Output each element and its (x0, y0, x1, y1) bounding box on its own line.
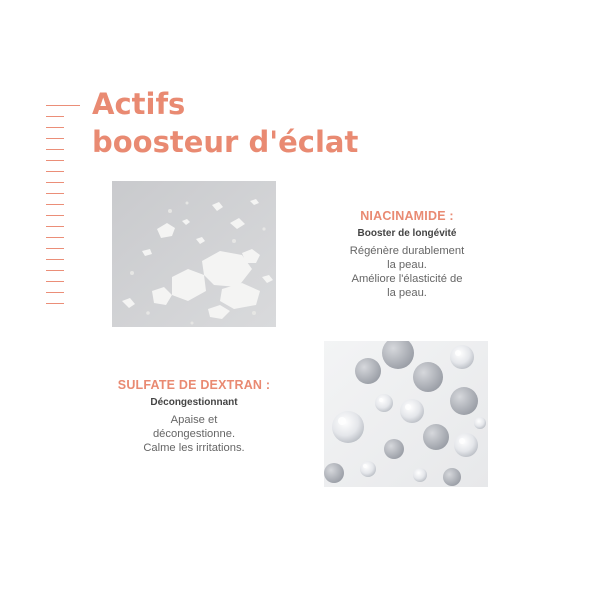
dextran-spheres-image (324, 341, 488, 487)
ruler-tick (46, 127, 64, 128)
ruler-tick (46, 182, 64, 183)
ruler-tick (46, 149, 64, 150)
decorative-ruler (46, 105, 80, 305)
dextran-description: Apaise et décongestionne. Calme les irritations. (143, 414, 245, 454)
ruler-tick (46, 259, 64, 260)
ruler-tick (46, 237, 64, 238)
ruler-tick (46, 193, 64, 194)
ruler-tick (46, 281, 64, 282)
ruler-tick (46, 204, 64, 205)
niacinamide-name: NIACINAMIDE : (360, 209, 454, 223)
dextran-subtitle: Décongestionnant (150, 397, 238, 408)
ruler-tick-long (46, 105, 80, 106)
niacinamide-block (335, 209, 479, 300)
ruler-tick (46, 160, 64, 161)
dextran-name: SULFATE DE DEXTRAN : (117, 378, 271, 392)
title-line-2: boosteur d'éclat (92, 125, 359, 159)
ruler-tick (46, 116, 64, 117)
ruler-tick (46, 292, 64, 293)
ruler-tick (46, 270, 64, 271)
niacinamide-powder-image (112, 181, 276, 327)
ruler-tick (46, 248, 64, 249)
niacinamide-description: Régénère durablement la peau. Améliore l'élasticité de la peau. (349, 245, 465, 299)
niacinamide-subtitle: Booster de longévité (357, 228, 457, 239)
dextran-block (114, 378, 274, 455)
ruler-tick (46, 215, 64, 216)
ruler-tick (46, 171, 64, 172)
title-line-1: Actifs (92, 87, 186, 121)
ruler-tick (46, 226, 64, 227)
page-title (92, 85, 358, 161)
ruler-tick (46, 138, 64, 139)
ruler-tick (46, 303, 64, 304)
